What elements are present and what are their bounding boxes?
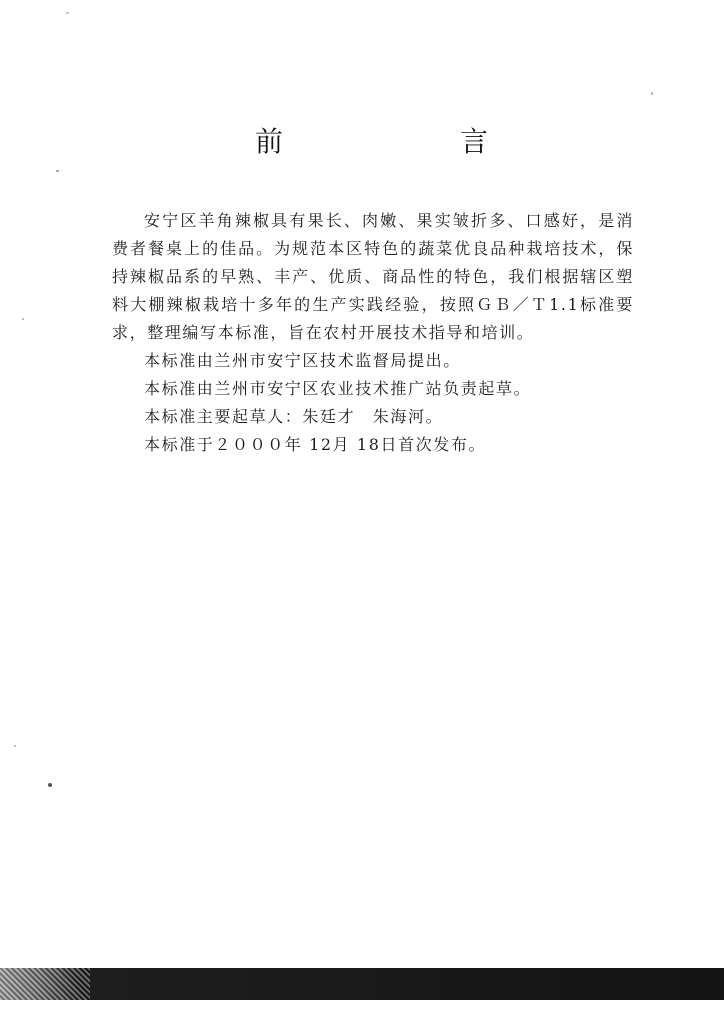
scan-edge-bar (0, 968, 724, 1000)
scan-speck (56, 170, 59, 172)
drafters-line: 本标准主要起草人：朱廷才 朱海河。 (144, 407, 444, 426)
scan-speck (651, 92, 653, 95)
intro-paragraph: 安宁区羊角辣椒具有果长、肉嫩、果实皱折多、口感好，是消费者餐桌上的佳品。为规范本区特色的蔬菜优良品种栽培技术，保持辣椒品系的早熟、丰产、优质、商品性的特色，我们根据辖区塑料大棚辣椒栽培十多年的生产实践经验，按照ＧＢ／Ｔ1.1标准要求，整理编写本标准，旨在农村开展技术指导和培训。 (112, 211, 634, 342)
scan-speck (66, 12, 69, 14)
title-char-left: 前 (255, 125, 284, 158)
scan-speck (48, 783, 52, 787)
scan-speck (14, 745, 16, 747)
scan-speck (22, 318, 24, 320)
proposer-line: 本标准由兰州市安宁区技术监督局提出。 (144, 351, 461, 370)
drafter-org-line: 本标准由兰州市安宁区农业技术推广站负责起草。 (144, 379, 532, 398)
release-date-line: 本标准于２０００年 12月 18日首次发布。 (144, 435, 487, 454)
title-char-right: 言 (460, 125, 489, 158)
page-title (0, 122, 724, 162)
scan-edge-noise (0, 968, 90, 1000)
body-text (112, 207, 634, 459)
